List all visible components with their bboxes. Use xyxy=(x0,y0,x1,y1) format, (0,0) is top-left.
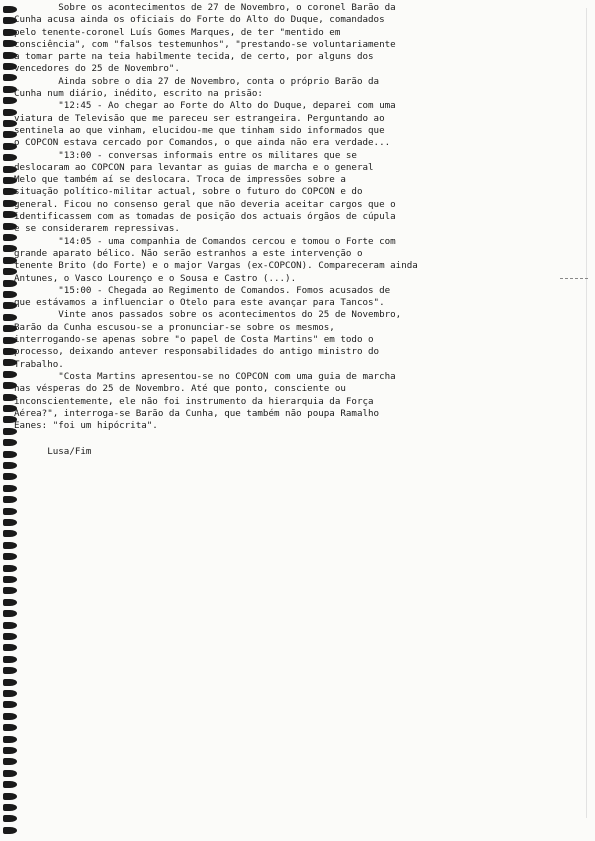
text-line: situação político-militar actual, sobre o futuro do COPCON e do xyxy=(14,186,363,198)
binder-hole xyxy=(3,713,17,720)
binder-hole xyxy=(3,508,17,515)
text-line: que estávamos a influenciar o Otelo para este avançar para Tancos". xyxy=(14,297,385,309)
binder-hole xyxy=(3,530,17,537)
binder-hole xyxy=(3,565,17,572)
binder-hole xyxy=(3,644,17,651)
binder-hole xyxy=(3,633,17,640)
text-line: "Costa Martins apresentou-se no COPCON com uma guia de marcha xyxy=(14,370,396,382)
binder-hole xyxy=(3,747,17,754)
binder-hole xyxy=(3,496,17,503)
binder-hole xyxy=(3,656,17,663)
binder-hole xyxy=(3,793,17,800)
text-line: Antunes, o Vasco Lourenço e o Sousa e Castro (...). xyxy=(14,272,297,284)
binder-hole xyxy=(3,804,17,811)
binder-hole xyxy=(3,519,17,526)
text-line: pelo tenente-coronel Luís Gomes Marques, de ter "mentido em xyxy=(14,26,341,38)
binder-hole xyxy=(3,542,17,549)
text-line: "13:00 - conversas informais entre os militares que se xyxy=(14,149,357,161)
binder-hole xyxy=(3,576,17,583)
text-line: Eanes: "foi um hipócrita". xyxy=(14,420,158,432)
text-line: Aérea?", interroga-se Barão da Cunha, que também não poupa Ramalho xyxy=(14,407,380,419)
binder-hole xyxy=(3,462,17,469)
article-text xyxy=(14,2,509,432)
binder-hole xyxy=(3,485,17,492)
text-line: Sobre os acontecimentos de 27 de Novembro, o coronel Barão da xyxy=(14,2,396,13)
binder-hole xyxy=(3,622,17,629)
text-line: "15:00 - Chegada ao Regimento de Comandos. Fomos acusados de xyxy=(14,284,391,296)
text-line: Cunha num diário, inédito, escrito na prisão: xyxy=(14,88,263,100)
binder-hole xyxy=(3,553,17,560)
text-line: e se considerarem repressivas. xyxy=(14,223,180,235)
binder-hole xyxy=(3,736,17,743)
binder-hole xyxy=(3,770,17,777)
binder-hole xyxy=(3,679,17,686)
text-line: o COPCON estava cercado por Comandos, o que ainda não era verdade... xyxy=(14,137,391,149)
binder-hole xyxy=(3,610,17,617)
text-line: consciência", com "falsos testemunhos", "prestando-se voluntariamente xyxy=(14,38,396,50)
text-line: general. Ficou no consenso geral que não deveria aceitar cargos que o xyxy=(14,198,396,210)
text-line: interrogando-se apenas sobre "o papel de Costa Martins" em todo o xyxy=(14,334,374,346)
text-line: Vinte anos passados sobre os acontecimentos do 25 de Novembro, xyxy=(14,309,402,321)
binder-hole xyxy=(3,473,17,480)
text-line: a tomar parte na teia habilmente tecida, de certo, por alguns dos xyxy=(14,51,374,63)
binder-hole xyxy=(3,815,17,822)
text-line: viatura de Televisão que me pareceu ser estrangeira. Perguntando ao xyxy=(14,112,385,124)
text-line: Melo que também aí se deslocara. Troca de impressões sobre a xyxy=(14,174,346,186)
text-line: identificassem com as tomadas de posição dos actuais órgãos de cúpula xyxy=(14,211,396,223)
text-line: nas vésperas do 25 de Novembro. Até que ponto, consciente ou xyxy=(14,383,346,395)
page-edge-line xyxy=(586,8,587,818)
text-line: Trabalho. xyxy=(14,358,64,370)
binder-hole xyxy=(3,827,17,834)
text-line: grande aparato bélico. Não serão estranhos a este intervenção o xyxy=(14,247,363,259)
binder-hole xyxy=(3,690,17,697)
text-line: deslocaram ao COPCON para levantar as guias de marcha e o general xyxy=(14,161,374,173)
text-line: "14:05 - uma companhia de Comandos cercou e tomou o Forte com xyxy=(14,235,396,247)
text-line: Barão da Cunha escusou-se a pronunciar-se sobre os mesmos, xyxy=(14,321,335,333)
text-line: "12:45 - Ao chegar ao Forte do Alto do Duque, deparei com uma xyxy=(14,100,396,112)
binder-hole xyxy=(3,599,17,606)
binder-hole xyxy=(3,781,17,788)
binder-hole xyxy=(3,587,17,594)
binder-hole xyxy=(3,667,17,674)
text-line: Ainda sobre o dia 27 de Novembro, conta o próprio Barão da xyxy=(14,75,380,87)
binder-hole xyxy=(3,724,17,731)
text-line: Cunha acusa ainda os oficiais do Forte do Alto do Duque, comandados xyxy=(14,14,385,26)
signoff: Lusa/Fim xyxy=(14,446,92,457)
binder-hole xyxy=(3,758,17,765)
text-line: inconscientemente, ele não foi instrumento da hierarquia da Força xyxy=(14,395,374,407)
text-line: vencedores do 25 de Novembro". xyxy=(14,63,180,75)
margin-mark xyxy=(560,278,588,280)
text-line: sentinela ao que vinham, elucidou-me que tinham sido informados que xyxy=(14,124,385,136)
text-line: processo, deixando antever responsabilidades do antigo ministro do xyxy=(14,346,380,358)
text-line: tenente Brito (do Forte) e o major Vargas (ex-COPCON). Compareceram ainda xyxy=(14,260,418,272)
binder-hole xyxy=(3,701,17,708)
